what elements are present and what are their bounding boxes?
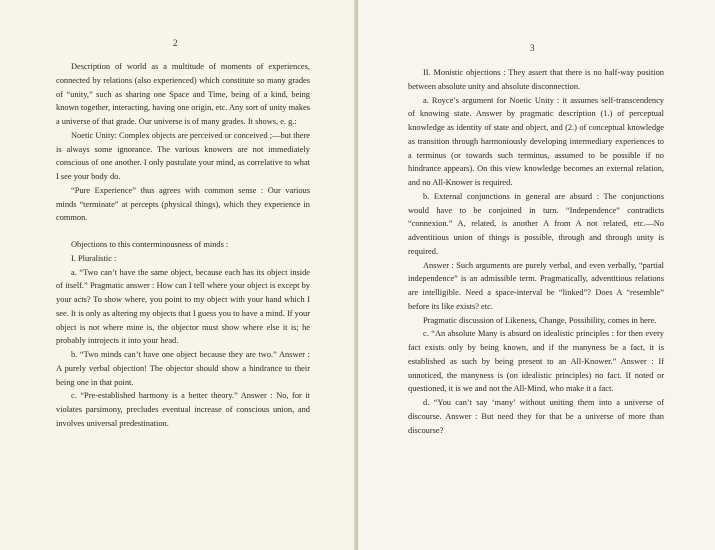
paragraph-monistic: II. Monistic objections : They assert that there is no half-way position between absolute unity and absolute disconnection. bbox=[408, 68, 664, 91]
right-page-body bbox=[408, 66, 664, 437]
paragraph-universe-discourse: d. “You can’t say ‘many’ without uniting them into a universe of discourse. Answer : But need they for that be a universe of more than discourse? bbox=[408, 398, 664, 435]
paragraph-description: Description of world as a multitude of moments of experiences, connected by relations (also experienced) which constitute so many grades of “unity,” such as sharing one Space and Time, being of a kind, being known together, interacting, having one origin, etc. Any sort of unity makes a universe of that grade. Our universe is of many grades. It shows, e. g.: bbox=[56, 62, 310, 126]
paragraph-objection-a: a. “Two can’t have the same object, because each has its object inside of itself.” Pragmatic answer : How can I tell where your object is except by your acts? To show where, you point to my object with your hand which I see. It is only as altering my objects that I guess you to have a mind. If your object is not where mine is, the objector must show where else it is; he probably introjects it into your head. bbox=[56, 267, 310, 346]
paragraph-external-conjunctions: b. External conjunctions in general are absurd : The conjunctions would have to be conjoined in turn. “Independence” contradicts “connexion.” A, related, is another A from A not related, etc.—No adventitious union of things is possible, through and through unity is required. bbox=[408, 191, 664, 256]
page-number-right: 3 bbox=[530, 43, 535, 53]
paragraph-pure-experience: “Pure Experience” thus agrees with common sense : Our various minds “terminate” at percepts (physical things), which they experience in common. bbox=[56, 185, 310, 223]
paragraph-absolute-many: c. “An absolute Many is absurd on idealistic principles : for then every fact exists only by being known, and if the manyness be a fact, it is established as such by being present to an All-Knower.” Answer : If unnoticed, the manyness is (on idealistic principles) no fact. If noted or questioned, it is we and not the All-Mind, who make it a fact. bbox=[408, 329, 664, 394]
paragraph-pragmatic-discussion: Pragmatic discussion of Likeness, Change, Possibility, comes in here. bbox=[423, 315, 657, 325]
paragraph-objection-c: c. “Pre-established harmony is a better theory.” Answer : No, for it violates parsimony, precludes eventual increase of conscious union, and involves universal predestination. bbox=[56, 391, 310, 428]
paragraph-royce: a. Royce’s argument for Noetic Unity : it assumes self-transcendency of knowing state. Answer by pragmatic description (1.) of perceptual knowledge as identity of state and object, and (2.) of conceptual knowledge as transition through harmoniously developing intermediary experiences to a terminus (or towards such terminus, assumed to be possible if no hindrance appears). On this view knowledge becomes an external relation, and no All-Knower is required. bbox=[408, 95, 664, 187]
left-page-body bbox=[56, 60, 310, 431]
paragraph-answer-verbal: Answer : Such arguments are purely verbal, and even verbally, “partial independence” is an admissible term. Pragmatically, adventitious relations are intelligible. Need a space-interval be “linked”? Does A “resemble” before its like exists? etc. bbox=[408, 260, 664, 311]
right-page bbox=[358, 0, 715, 550]
left-page bbox=[0, 0, 356, 550]
paragraph-objection-b: b. “Two minds can’t have one object because they are two.” Answer : A purely verbal objection! The objector should show a hindrance to their being one in that point. bbox=[56, 350, 310, 387]
paragraph-objections-heading: Objections to this conterminousness of minds : bbox=[71, 240, 229, 249]
paragraph-noetic-unity: Noetic Unity: Complex objects are perceived or conceived ;—but there is always some ignorance. The various knowers are not immediately conscious of one another. I only postulate your mind, as correlative to what I see your body do. bbox=[56, 130, 310, 181]
paragraph-pluralistic: I. Pluralistic : bbox=[71, 253, 117, 263]
page-number-left: 2 bbox=[173, 38, 178, 48]
